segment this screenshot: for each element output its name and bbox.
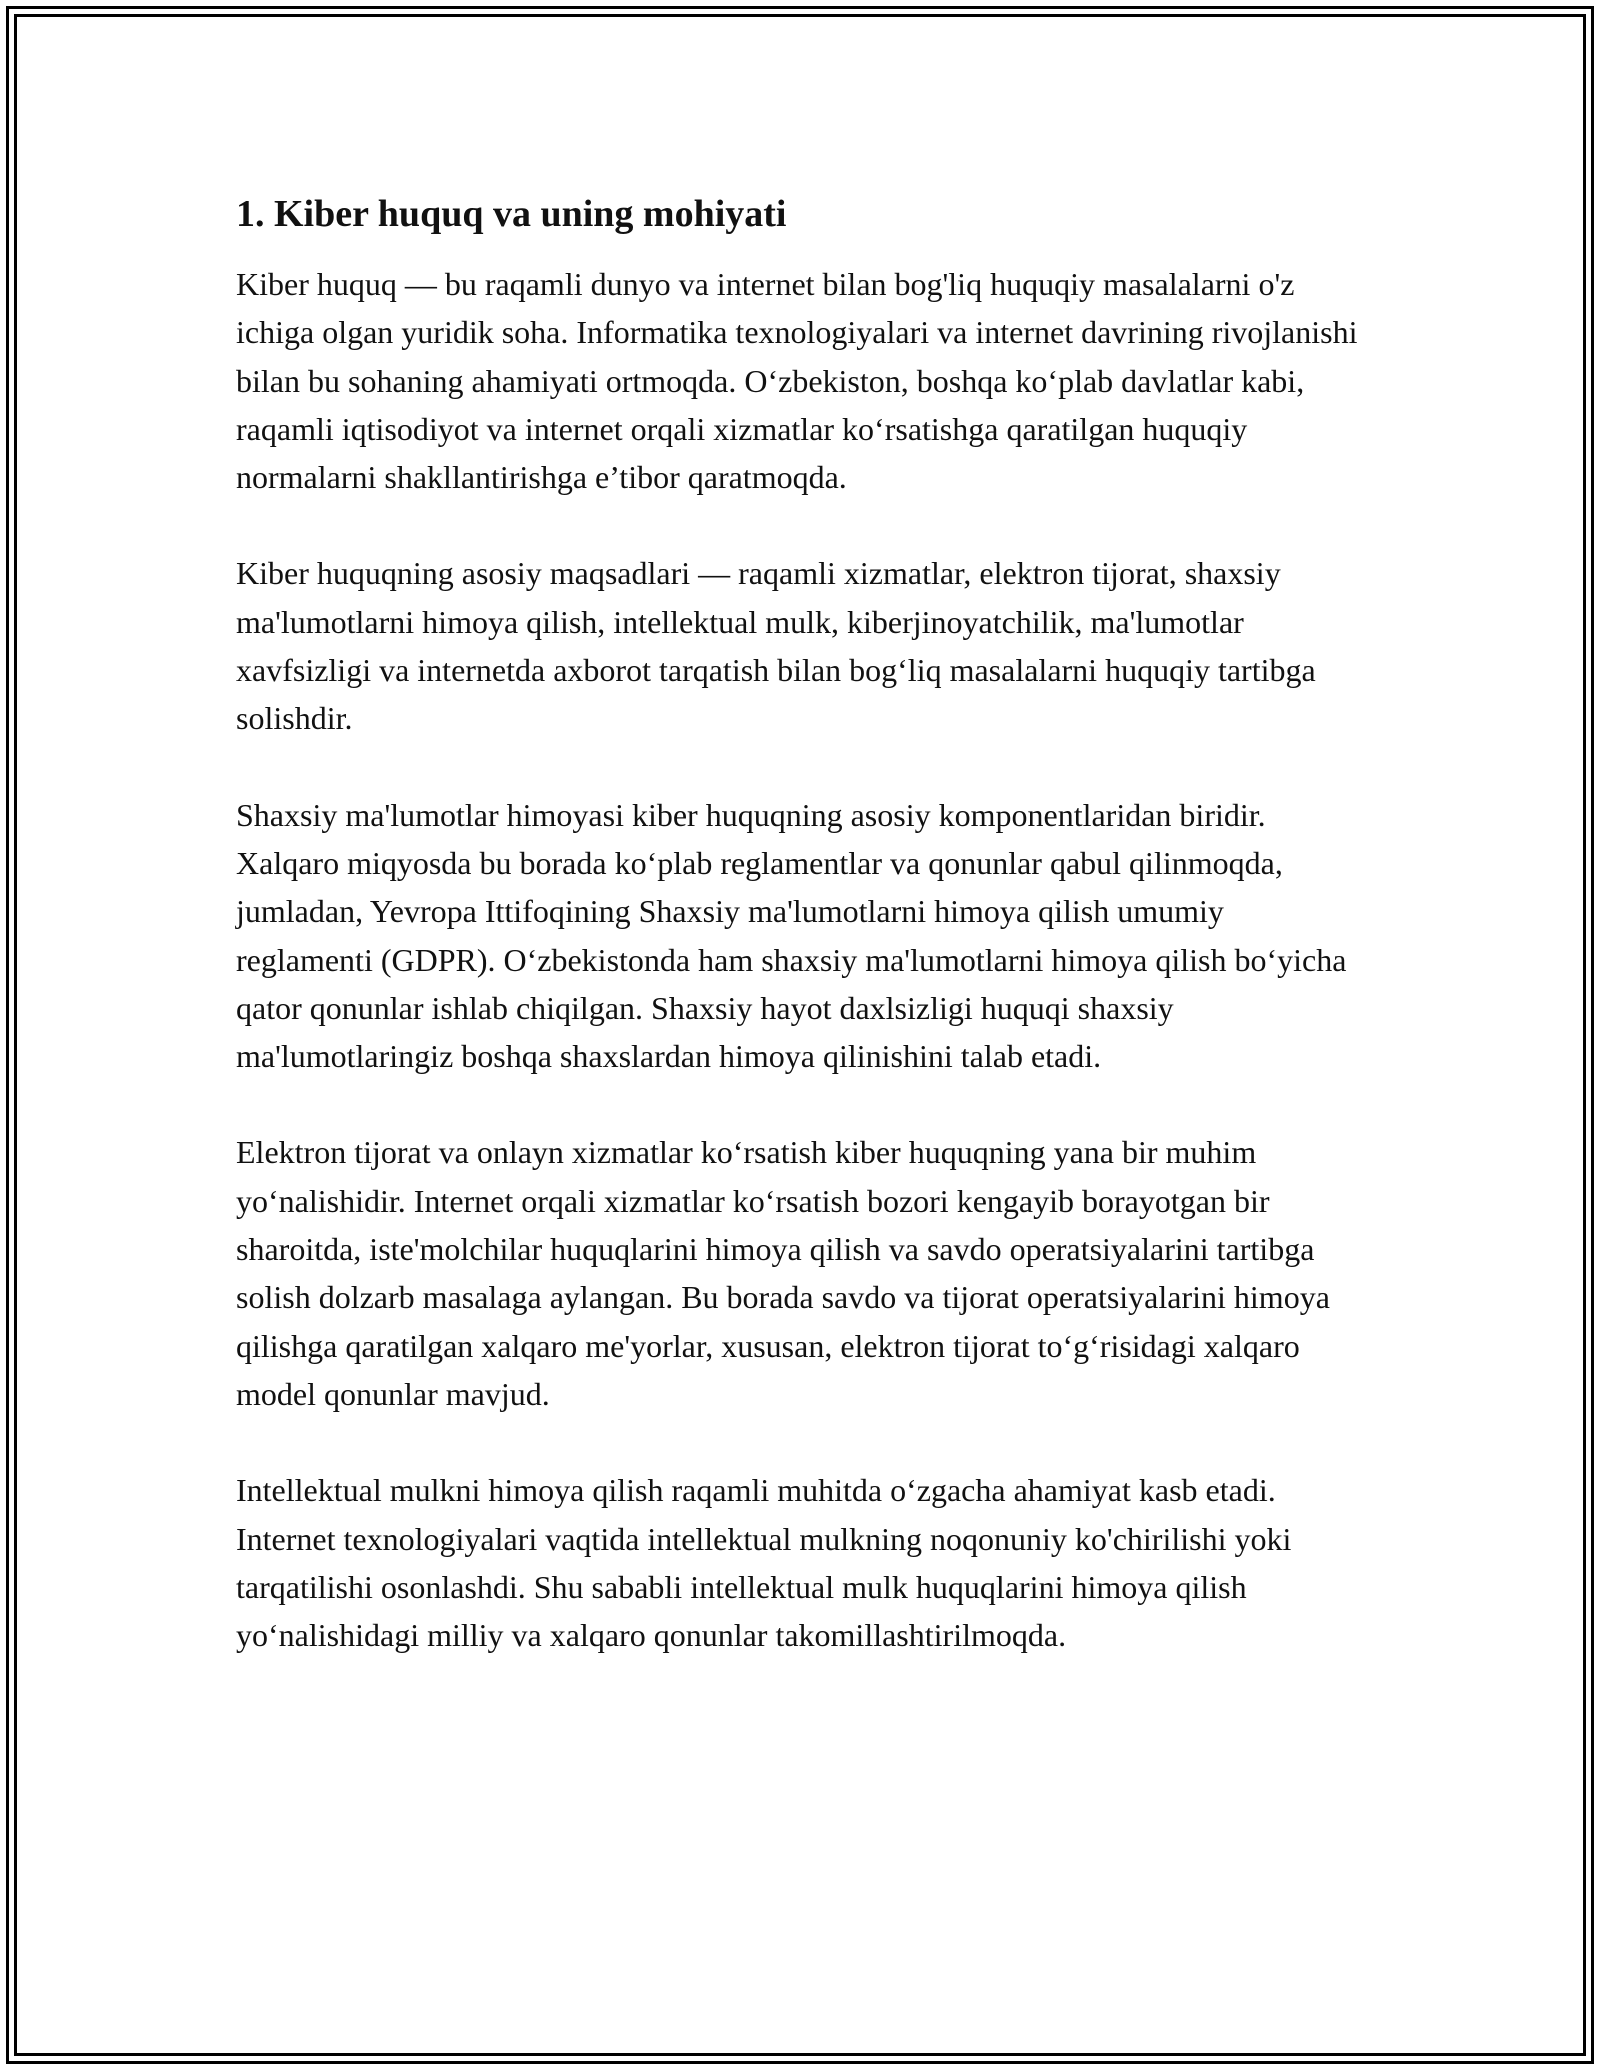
paragraph-intro: Kiber huquq — bu raqamli dunyo va internet bilan bog'liq huquqiy masalalarni o'z ichiga olgan yuridik soha. Informatika texnologiyalari va internet davrining rivojlanishi bilan bu sohaning ahamiyati ortmoqda. O‘zbekiston, boshqa ko‘plab davlatlar kabi, raqamli iqtisodiyot va internet orqali xizmatlar ko‘rsatishga qaratilgan huquqiy normalarni shakllantirishga e’tibor qaratmoqda. xyxy=(236,266,1358,496)
paragraph-personal-data: Shaxsiy ma'lumotlar himoyasi kiber huquqning asosiy komponentlaridan biridir. Xalqaro miqyosda bu borada ko‘plab reglamentlar va qonunlar qabul qilinmoqda, jumladan, Yevropa Ittifoqining Shaxsiy ma'lumotlarni himoya qilish umumiy reglamenti (GDPR). O‘zbekistonda ham shaxsiy ma'lumotlarni himoya qilish bo‘yicha qator qonunlar ishlab chiqilgan. Shaxsiy hayot daxlsizligi huquqi shaxsiy ma'lumotlaringiz boshqa shaxslardan himoya qilinishini talab etadi. xyxy=(236,796,1347,1075)
paragraph-intellectual-property: Intellektual mulkni himoya qilish raqamli muhitda o‘zgacha ahamiyat kasb etadi. Internet texnologiyalari vaqtida intellektual mulkning noqonuniy ko'chirilishi yoki tarqatilishi osonlashdi. Shu sababli intellektual mulk huquqlarini himoya qilish yo‘nalishidagi milliy va xalqaro qonunlar takomillashtirilmoqda. xyxy=(236,1472,1292,1654)
paragraph-goals: Kiber huquqning asosiy maqsadlari — raqamli xizmatlar, elektron tijorat, shaxsiy ma'lumotlarni himoya qilish, intellektual mulk, kiberjinoyatchilik, ma'lumotlar xavfsizligi va internetda axborot tarqatish bilan bog‘liq masalalarni huquqiy tartibga solishdir. xyxy=(236,555,1316,737)
document-body xyxy=(236,186,1366,1659)
paragraph-e-commerce: Elektron tijorat va onlayn xizmatlar ko‘rsatish kiber huquqning yana bir muhim yo‘nalishidir. Internet orqali xizmatlar ko‘rsatish bozori kengayib borayotgan bir sharoitda, iste'molchilar huquqlarini himoya qilish va savdo operatsiyalarini tartibga solish dolzarb masalaga aylangan. Bu borada savdo va tijorat operatsiyalarini himoya qilishga qaratilgan xalqaro me'yorlar, xususan, elektron tijorat to‘g‘risidagi xalqaro model qonunlar mavjud. xyxy=(236,1134,1330,1412)
section-heading: 1. Kiber huquq va uning mohiyati xyxy=(236,193,787,235)
